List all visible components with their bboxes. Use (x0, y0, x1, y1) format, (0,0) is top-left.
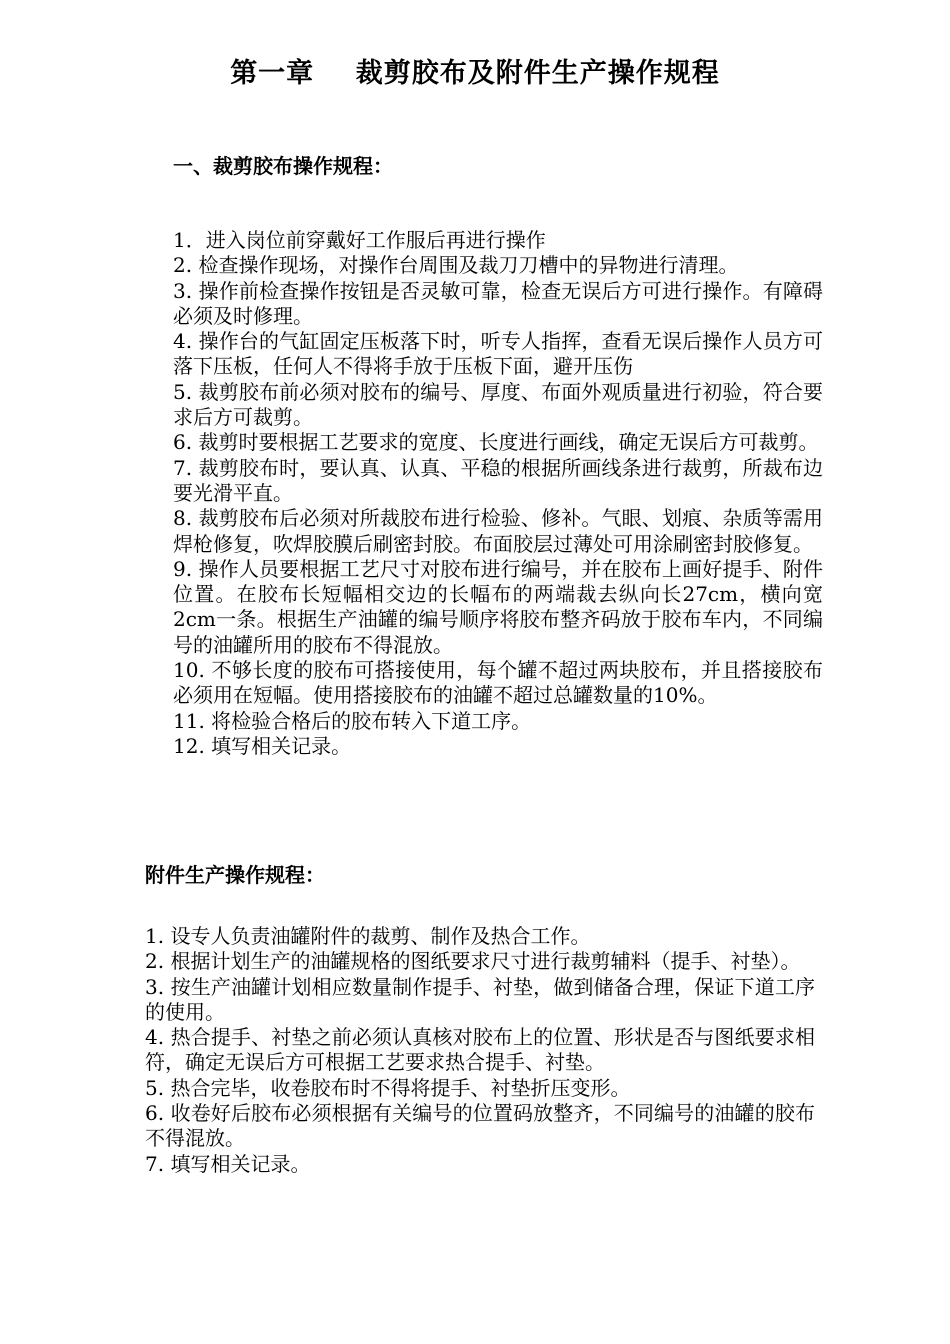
list-item: 2. 检查操作现场，对操作台周围及裁刀刀槽中的异物进行清理。 (173, 253, 739, 278)
list-item: 7. 裁剪胶布时，要认真、认真、平稳的根据所画线条进行裁剪，所裁布边要光滑平直。 (173, 455, 823, 505)
list-item: 6. 收卷好后胶布必须根据有关编号的位置码放整齐，不同编号的油罐的胶布不得混放。 (145, 1101, 815, 1151)
list-item: 11. 将检验合格后的胶布转入下道工序。 (173, 708, 532, 733)
section-heading-accessories: 附件生产操作规程： (145, 863, 325, 887)
section-heading-cutting: 一、裁剪胶布操作规程： (173, 154, 393, 178)
list-item: 10. 不够长度的胶布可搭接使用，每个罐不超过两块胶布，并且搭接胶布必须用在短幅。使用搭接胶布的油罐不超过总罐数量的10%。 (173, 658, 823, 708)
list-item: 5. 裁剪胶布前必须对胶布的编号、厚度、布面外观质量进行初验，符合要求后方可裁剪。 (173, 379, 823, 430)
list-item: 12. 填写相关记录。 (173, 733, 352, 758)
list-item: 3. 操作前检查操作按钮是否灵敏可靠，检查无误后方可进行操作。有障碍必须及时修理。 (173, 278, 823, 328)
list-item: 2. 根据计划生产的油罐规格的图纸要求尺寸进行裁剪辅料（提手、衬垫）。 (145, 949, 801, 974)
cutting-procedure-list (173, 228, 823, 759)
list-item: 4. 热合提手、衬垫之前必须认真核对胶布上的位置、形状是否与图纸要求相符，确定无误后方可根据工艺要求热合提手、衬垫。 (145, 1025, 815, 1075)
list-item: 6. 裁剪时要根据工艺要求的宽度、长度进行画线，确定无误后方可裁剪。 (173, 430, 819, 455)
list-item: 3. 按生产油罐计划相应数量制作提手、衬垫，做到储备合理，保证下道工序的使用。 (145, 974, 815, 1024)
list-item: 1．进入岗位前穿戴好工作服后再进行操作 (173, 228, 546, 252)
accessory-procedure-list (145, 924, 815, 1177)
list-item: 5. 热合完毕，收卷胶布时不得将提手、衬垫折压变形。 (145, 1075, 631, 1100)
list-item: 7. 填写相关记录。 (145, 1151, 311, 1176)
page-title: 第一章 裁剪胶布及附件生产操作规程 (230, 58, 720, 89)
list-item: 9. 操作人员要根据工艺尺寸对胶布进行编号，并在胶布上画好提手、附件位置。在胶布长短幅相交边的长幅布的两端裁去纵向长27cm，横向宽2cm一条。根据生产油罐的编号顺序将胶布整齐码放于胶布车内，不同编号的油罐所用的胶布不得混放。 (173, 556, 823, 657)
list-item: 8. 裁剪胶布后必须对所裁胶布进行检验、修补。气眼、划痕、杂质等需用焊枪修复，吹焊胶膜后刷密封胶。布面胶层过薄处可用涂刷密封胶修复。 (173, 506, 823, 556)
list-item: 4. 操作台的气缸固定压板落下时，听专人指挥，查看无误后操作人员方可落下压板，任何人不得将手放于压板下面，避开压伤 (173, 329, 823, 379)
list-item: 1. 设专人负责油罐附件的裁剪、制作及热合工作。 (145, 924, 591, 948)
